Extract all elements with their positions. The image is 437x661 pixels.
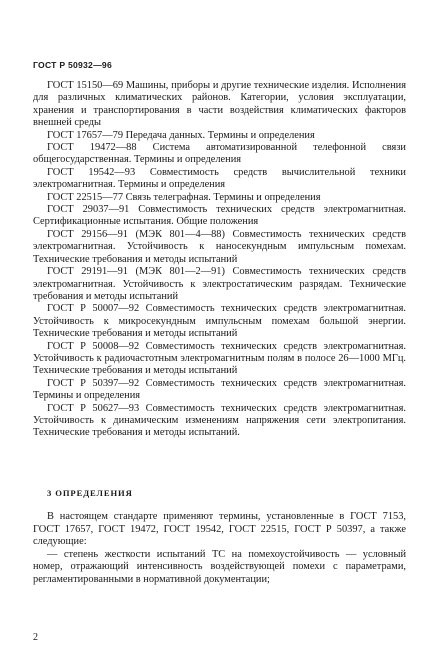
reference-item: ГОСТ 17657—79 Передача данных. Термины и определения [47, 129, 315, 141]
reference-item: ГОСТ Р 50397—92 Совместимость технических средств электромагнитная. Термины и определения [33, 377, 406, 402]
reference-item: ГОСТ 29191—91 (МЭК 801—2—91) Совместимость технических средств электромагнитная. Устойчивость к электростатическим разрядам. Технические требования и методы испытаний [33, 266, 406, 302]
document-header: ГОСТ Р 50932—96 [33, 60, 112, 70]
reference-item: ГОСТ 15150—69 Машины, приборы и другие технические изделия. Исполнения для различных климатических районов. Категории, условия эксплуатации, хранения и транспортирования в части воздействия климатических факторов внешней среды [33, 80, 406, 129]
section-body [33, 511, 406, 586]
reference-item: ГОСТ 22515—77 Связь телеграфная. Термины и определения [47, 191, 321, 203]
reference-item: ГОСТ Р 50007—92 Совместимость технических средств электромагнитная. Устойчивость к микросекундным импульсным помехам большой энергии. Технические требования и методы испытаний [33, 303, 406, 340]
page-number: 2 [33, 632, 38, 643]
normative-references-list [33, 80, 406, 440]
definition-item: — степень жесткости испытаний ТС на помехоустойчивость — условный номер, отражающий интенсивность воздействующей помехи с параметрами, регламентированными в нормативной документации; [33, 548, 406, 585]
reference-item: ГОСТ 29037—91 Совместимость технических средств электромагнитная. Сертификационные испытания. Общие положения [33, 204, 406, 228]
reference-item: ГОСТ 19472—88 Система автоматизированной телефонной связи общегосударственная. Термины и определения [33, 142, 406, 166]
section-paragraph: В настоящем стандарте применяют термины, установленные в ГОСТ 7153, ГОСТ 17657, ГОСТ 19472, ГОСТ 19542, ГОСТ 22515, ГОСТ Р 50397, а также следующие: [33, 511, 406, 547]
section-heading: 3 ОПРЕДЕЛЕНИЯ [47, 488, 133, 498]
reference-item: ГОСТ 29156—91 (МЭК 801—4—88) Совместимость технических средств электромагнитная. Устойчивость к наносекундным импульсным помехам. Технические требования и методы испытаний [33, 228, 406, 265]
reference-item: ГОСТ Р 50627—93 Совместимость технических средств электромагнитная. Устойчивость к динамическим изменениям напряжения сети электропитания. Технические требования и методы испытаний. [33, 402, 406, 439]
reference-item: ГОСТ Р 50008—92 Совместимость технических средств электромагнитная. Устойчивость к радиочастотным электромагнитным полям в полосе 26—1000 МГц. Технические требования и методы испытаний [33, 340, 406, 377]
reference-item: ГОСТ 19542—93 Совместимость средств вычислительной техники электромагнитная. Термины и определения [33, 166, 406, 191]
